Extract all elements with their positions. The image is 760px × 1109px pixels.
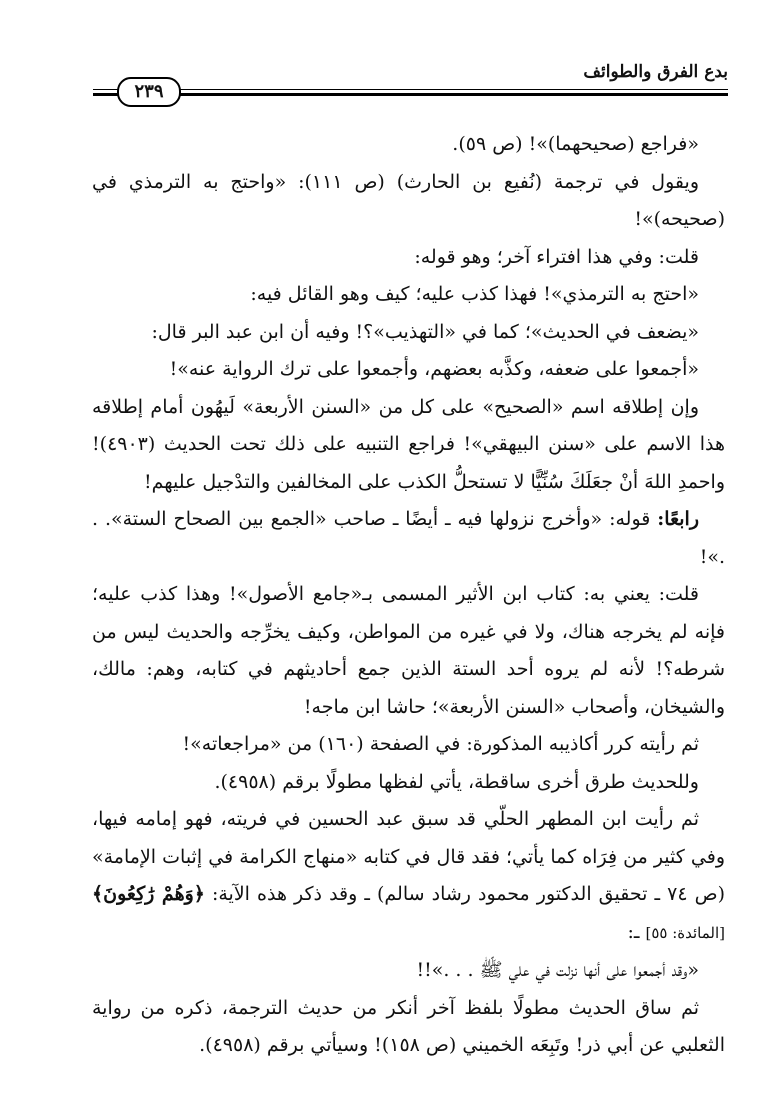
paragraph xyxy=(92,501,725,576)
verse-reference: [المائدة: ٥٥] xyxy=(645,923,725,942)
paragraph: وإن إطلاقه اسم «الصحيح» على كل من «السنن الأربعة» لَيهُون أمام إطلاقه هذا الاسم على «سنن البيهقي»! فراجع التنبيه على ذلك تحت الحديث (٤٩٠٣)! واحمدِ اللهَ أنْ جعَلَكَ سُنِّيًّا لا تستحلُّ الكذب على المخالفين والتدْجيل عليهم! xyxy=(92,395,725,493)
paragraph: ويقول في ترجمة (نُفيع بن الحارث) (ص ١١١): «واحتج به الترمذي في (صحيحه)»! xyxy=(92,170,725,230)
paragraph-text: ثم رأيت ابن المطهر الحلّي قد سبق عبد الحسين في فريته، فهو إمامه فيها، وفي كثير من فِرَاه كما يأتي؛ فقد قال في كتابه «منهاج الكرامة في إثبات الإمامة» (ص ٧٤ ـ تحقيق الدكتور محمود رشاد سالم) ـ وقد ذكر هذه الآية: xyxy=(92,808,725,905)
paragraph-text: ـ: xyxy=(627,920,646,943)
paragraph-text: قوله: «وأخرج نزولها فيه ـ أيضًا ـ صاحب «الجمع بين الصحاح الستة». . .»! xyxy=(92,508,725,568)
section-lead: رابعًا: xyxy=(657,508,699,530)
paragraph: «يضعف في الحديث»؛ كما في «التهذيب»؟! وفيه أن ابن عبد البر قال: xyxy=(151,320,699,343)
paragraph: وللحديث طرق أخرى ساقطة، يأتي لفظها مطولًا برقم (٤٩٥٨). xyxy=(214,770,699,793)
page-body xyxy=(92,126,725,1092)
paragraph: «احتج به الترمذي»! فهذا كذب عليه؛ كيف وهو القائل فيه: xyxy=(250,283,699,305)
running-title: بدع الفرق والطوائف xyxy=(583,62,728,82)
paragraph: «فراجع (صحيحهما)»! (ص ٥٩). xyxy=(452,133,699,155)
page-number-badge: ٢٣٩ xyxy=(117,77,181,107)
quran-verse: ﴿وَهُمْ رَٰكِعُونَ﴾ xyxy=(92,883,205,905)
paragraph: قلت: يعني به: كتاب ابن الأثير المسمى بـ«جامع الأصول»! وهذا كذب عليه؛ فإنه لم يخرجه هناك، ولا في غيره من المواطن، وكيف يخرِّجه والحديث ليس من شرطه؟! لأنه لم يروه أحد الستة الذين جمع أحاديثهم في كتابه، وهم: مالك، والشيخان، وأصحاب «السنن الأربعة»؛ حاشا ابن ماجه! xyxy=(92,583,725,718)
paragraph: «وقد أجمعوا على أنها نزلت في علي ﷺ . . .»!! xyxy=(416,959,699,981)
page-header xyxy=(93,62,728,104)
paragraph: ثم ساق الحديث مطولًا بلفظ آخر أنكر من حديث الترجمة، ذكره من رواية الثعلبي عن أبي ذر! وتَبِعَه الخميني (ص ١٥٨)! وسيأتي برقم (٤٩٥٨). xyxy=(92,996,725,1056)
header-rule-thin xyxy=(93,89,728,90)
paragraph: ثم رأيته كرر أكاذيبه المذكورة: في الصفحة (١٦٠) من «مراجعاته»! xyxy=(182,733,699,755)
paragraph: «أجمعوا على ضعفه، وكذَّبه بعضهم، وأجمعوا على ترك الرواية عنه»! xyxy=(169,358,699,380)
paragraph xyxy=(92,801,725,952)
header-rule-thick xyxy=(93,93,728,96)
paragraph: قلت: وفي هذا افتراء آخر؛ وهو قوله: xyxy=(414,245,699,268)
